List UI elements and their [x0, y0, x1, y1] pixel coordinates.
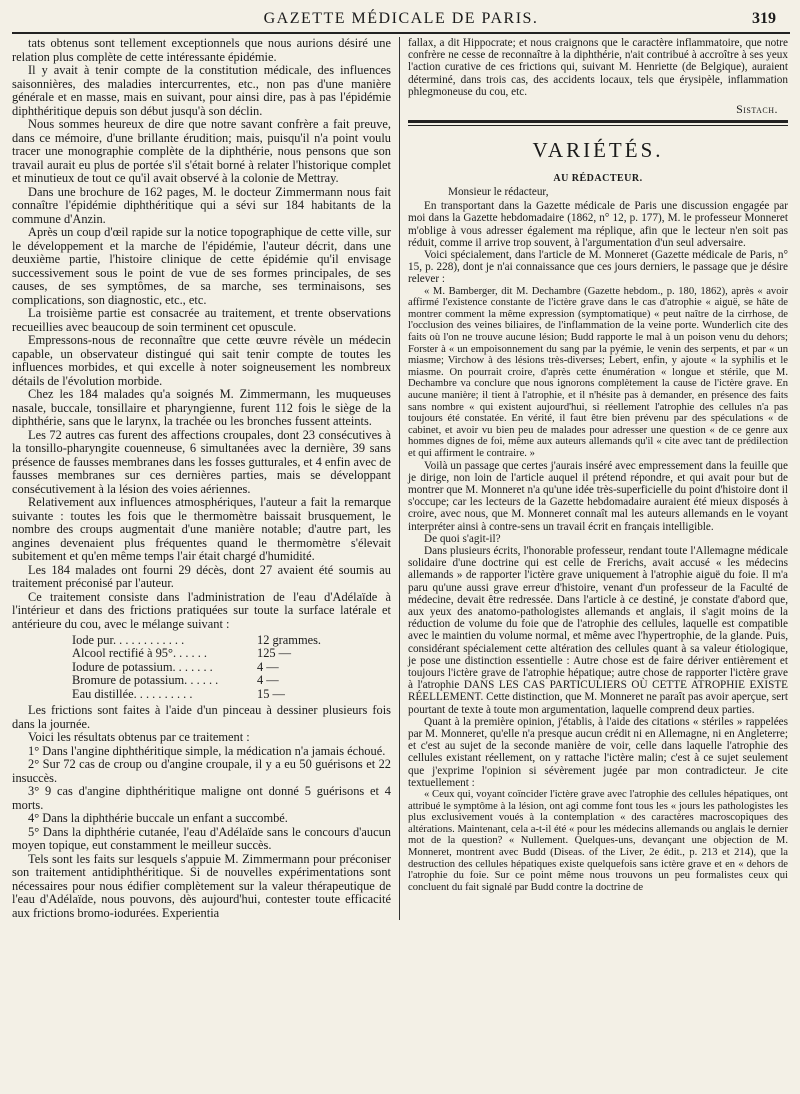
- author-signature: Sistach.: [736, 102, 778, 117]
- prescription-row: [72, 688, 391, 701]
- prescription-row: [72, 647, 391, 660]
- prescription-row: [72, 661, 391, 674]
- ingredient: Bromure de potassium. . . . . .: [72, 673, 219, 688]
- ingredient: Iode pur. . . . . . . . . . . .: [72, 633, 185, 647]
- paragraph: 5° Dans la diphthérie cutanée, l'eau d'Adélaïde sans le concours d'aucun moyen topique, eut constamment le meilleur succès.: [12, 824, 391, 853]
- section-divider: [408, 120, 788, 123]
- paragraph: Relativement aux influences atmosphériques, l'auteur a fait la remarque suivante : toutes les fois que le thermomètre baissait brusquement, le nombre des croups augmentait d'une manière notable; d'autre part, les angines devenaient plus fréquentes quand le thermomètre s'élevait subitement et qu'en même temps l'air était chargé d'humidité.: [12, 495, 391, 563]
- paragraph: Voici les résultats obtenus par ce traitement :: [28, 730, 250, 745]
- paragraph: Les frictions sont faites à l'aide d'un pinceau à dessiner plusieurs fois dans la journée.: [12, 703, 391, 731]
- paragraph: Dans une brochure de 162 pages, M. le docteur Zimmermann nous fait connaître l'épidémie diphthéritique qui a sévi sur 184 habitants de la commune d'Anzin.: [12, 184, 391, 226]
- paragraph: Après un coup d'œil rapide sur la notice topographique de cette ville, sur le développement et la marche de l'épidémie, l'auteur décrit, dans une deuxième partie, l'histoire clinique de cette épidémie qu'il envisage successivement sous le point de vue de ses formes principales, de ses causes, de ses symptômes, de sa marche, ses terminaisons, ses complications, son diagnostic, etc., etc.: [12, 225, 391, 307]
- paragraph: 2° Sur 72 cas de croup ou d'angine croupale, il y a eu 50 guérisons et 22 insuccès.: [12, 757, 391, 785]
- ingredient: Eau distillée. . . . . . . . . .: [72, 686, 193, 701]
- right-column: [400, 37, 788, 920]
- ingredient: Alcool rectifié à 95°. . . . . .: [72, 646, 208, 661]
- prescription-table: [72, 634, 391, 701]
- salutation: Monsieur le rédacteur,: [448, 186, 549, 199]
- paragraph: Nous sommes heureux de dire que notre savant confrère a fait preuve, dans ce mémoire, d'une brillante érudition; mais, puisqu'il n'a point voulu tracer une monographie complète de la diphthérie, nous pensons que son travail aurait eu plus de portée s'il s'était borné à relater l'historique complet et minutieux de tout ce qu'il avait observé à la colonie de Mettray.: [12, 117, 391, 185]
- paragraph: De quoi s'agit-il?: [424, 532, 501, 545]
- left-column: [12, 37, 400, 920]
- paragraph: La troisième partie est consacrée au traitement, et trente observations recueillies avec beaucoup de soin terminent cet opuscule.: [12, 306, 391, 334]
- paragraph: Il y avait à tenir compte de la constitution médicale, des influences saisonnières, des maladies intercurrentes, etc., non pas d'une manière générale et en masse, mais en suivant, pour ainsi dire, pas à pas l'épidémie diphthéritique depuis son début jusqu'à son déclin.: [12, 63, 391, 118]
- section-divider: [408, 125, 788, 126]
- paragraph: fallax, a dit Hippocrate; et nous craignons que le caractère inflammatoire, que notre confrère ne cesse de reconnaître à la diphthérie, n'ait contribué à accroître à ses yeux l'action curative de ces frictions qui, suivant M. Henriette (de Belgique), auraient déterminé, dans trois cas, des accidents locaux, tels que érysipèle, inflammation phlegmoneuse du cou, etc.: [408, 37, 788, 98]
- amount: 12 grammes.: [257, 633, 322, 647]
- paragraph: Voilà un passage que certes j'aurais inséré avec empressement dans la feuille que je dirige, non loin de l'article auquel il prétend répondre, et qui avait pour but de montrer que M. Monneret n'a qu'une idée très-superficielle du point d'histoire dont il s'occupe; car les lecteurs de la Gazette hebdomadaire auraient été mieux disposés à croire, avec nous, que M. Monneret connaît mal les auteurs allemands en le voyant interpréter ainsi à contre-sens un travail écrit en français intelligible.: [408, 459, 788, 533]
- paragraph: En transportant dans la Gazette médicale de Paris une discussion engagée par moi dans la Gazette hebdomadaire (1862, n° 12, p. 177), M. le professeur Monneret m'oblige à vous adresser également ma réplique, afin que le lecteur n'en soit pas réduit, comme il arrive trop souvent, à l'argumentation d'un seul adversaire.: [408, 200, 788, 249]
- paragraph: 4° Dans la diphthérie buccale un enfant a succombé.: [28, 811, 288, 826]
- quotation: « Ceux qui, voyant coïncider l'ictère grave avec l'atrophie des cellules hépatiques, ont attribué le symptôme à la lésion, ont agi comme font tous les « jours les pathologistes les plus exclusivement voués à la contemplation « des caractères macroscopiques des altérations. Maintenant, cela a-t-il été « pour les médecins allemands ou anglais le dernier mot de la question? « Nullement. Quelques-uns, devançant une objection de M. Monneret, montrent avec Budd (Diseas. of the Liver, 2e édit., p. 213 et 214), que la destruction des cellules hépatiques existe quelquefois sans ictère grave et en « dehors de l'atrophie du foie. Sur ce point même nous trouvons un peu formalistes ceux qui concluent du fait signalé par Budd contre la doctrine de: [408, 789, 788, 893]
- amount: 15 —: [257, 686, 285, 701]
- page-number: 319: [752, 10, 776, 27]
- paragraph: 1° Dans l'angine diphthéritique simple, la médication n'a jamais échoué.: [28, 743, 386, 758]
- paragraph: Les 72 autres cas furent des affections croupales, dont 23 consécutives à la tonsillo-pharyngite couenneuse, 6 simultanées avec la dernière, 39 sans présence de fausses membranes dans les fosses gutturales, et 4 enfin avec de fausses membranes sur ces dernières parties, mais se développant consécutivement à la lésion des voies aériennes.: [12, 427, 391, 496]
- page-header: [12, 6, 790, 34]
- paragraph: Empressons-nous de reconnaître que cette œuvre révèle un médecin capable, un observateur distingué qui sait tenir compte de toutes les influences morbides, et qui excelle à noter soigneusement les nombreux détails de l'évolution morbide.: [12, 333, 391, 388]
- paragraph: 3° 9 cas d'angine diphthéritique maligne ont donné 5 guérisons et 4 morts.: [12, 784, 391, 812]
- amount: 125 —: [257, 646, 292, 661]
- quotation: « M. Bamberger, dit M. Dechambre (Gazette hebdom., p. 180, 1862), après « avoir affirmé l'existence constante de l'ictère grave dans le cas d'atrophie « aiguë, se hâte de montrer comment la même expression (symptomatique) « peut naître de la cirrhose, de l'occlusion des veines biliaires, de l'inflammation de la veine porte. Wunderlich cite des faits où l'on ne trouve aucune lésion; Budd rapporte le mal à un poison venu du dehors; Forster à « un empoisonnement du sang par la pyémie, le venin des serpents, et par « un miasme; Virchow à des lésions très-diverses; Lebert, enfin, y ajoute « la syphilis et le miasme. On pourrait croire, d'après cette énumération « longue et stérile, que M. Dechambre va conclure que nous ignorons complètement la cause de l'ictère grave. En aucune manière; il tient à l'atrophie, et il n'hésite pas à demander, en présence des faits sans nombre « qui existent aujourd'hui, si réellement l'atrophie des cellules n'a pas toujours été constatée. En vérité, il faut être bien prévenu par des spéculations « de cabinet, et avoir vu bien peu de malades pour adresser une question « de ce genre aux hommes dignes de foi, même aux auteurs allemands qu'il « cite avec tant de prédilection et qui affirment le contraire. »: [408, 285, 788, 459]
- subheading: AU RÉDACTEUR.: [553, 173, 643, 185]
- ingredient: Iodure de potassium. . . . . . .: [72, 659, 213, 674]
- amount: 4 —: [257, 673, 279, 688]
- amount: 4 —: [257, 659, 279, 674]
- paragraph: Voici spécialement, dans l'article de M. Monneret (Gazette médicale de Paris, n° 15, p. 228), dont je n'ai connaissance que ces jours derniers, le passage que je désire relever :: [408, 249, 788, 286]
- paragraph: Tels sont les faits sur lesquels s'appuie M. Zimmermann pour préconiser son traitement antidiphthéritique. Si de nouvelles expérimentations sont nécessaires pour nous édifier complètement sur la valeur thérapeutique de l'eau d'Adélaïde, nous pouvons, dès aujourd'hui, contester toute efficacité aux frictions bromo-iodurées. Experientia: [12, 851, 391, 920]
- paragraph: Quant à la première opinion, j'établis, à l'aide des citations « stériles » rappelées par M. Monneret, qu'elle n'a presque aucun crédit ni en Allemagne, ni en Angleterre; et c'est au sujet de la seconde manière de voir, celle dans laquelle l'atrophie des cellules existant réellement, on y rattache l'ictère malin; c'est à ce sujet seulement que j'exprime l'opinion si sévèrement jugée par mon contradicteur. Je cite textuellement :: [408, 715, 788, 789]
- paragraph: Dans plusieurs écrits, l'honorable professeur, rendant toute l'Allemagne médicale solidaire d'une doctrine qui est celle de Frerichs, avait accusé « les médecins allemands » de rapporter l'ictère grave uniquement à l'atrophie aiguë du foie. Il m'a paru qu'une aussi grave erreur d'histoire, venant d'un professeur de la Faculté de médecine, devait être redressée. Dans l'article à ce destiné, je constate d'abord que, aux yeux des anatomo-pathologistes allemands et anglais, il s'agit moins de la réduction de volume du foie que de l'atrophie des cellules, laquelle est compatible avec le maintien du volume normal, et même avec l'hypertrophie, de la glande. Puis, considérant spécialement cette altération des cellules quant à sa valeur étiologique, je pose une distinction essentielle : Autre chose est de faire dériver entièrement et toujours l'ictère grave de l'atrophie hépatique; autre chose de rapporter l'ictère grave à l'atrophie DANS LES CAS PARTICULIERS OÙ CETTE ATROPHIE EXISTE RÉELLEMENT. Cette distinction, que M. Monneret ne paraît pas avoir aperçue, sert pourtant de texte à toute mon argumentation, laquelle comprend deux parties.: [408, 544, 788, 716]
- paragraph: tats obtenus sont tellement exceptionnels que nous aurions désiré une relation plus complète de cette intéressante épidémie.: [12, 37, 391, 64]
- paragraph: Chez les 184 malades qu'a soignés M. Zimmermann, les muqueuses nasale, buccale, tonsillaire et pharyngienne, furent 112 fois le siège de la diphthérie, sans que le larynx, la trachée ou les bronches fussent atteints.: [12, 387, 391, 428]
- paragraph: Ce traitement consiste dans l'administration de l'eau d'Adélaïde à l'intérieur et dans des frictions pratiquées sur toute la surface latérale et antérieure du cou, avec le mélange suivant :: [12, 589, 391, 631]
- paragraph: Les 184 malades ont fourni 29 décès, dont 27 avaient été soumis au traitement préconisé par l'auteur.: [12, 562, 391, 590]
- prescription-row: [72, 674, 391, 687]
- journal-title: GAZETTE MÉDICALE DE PARIS.: [263, 10, 539, 27]
- section-title: VARIÉTÉS.: [532, 138, 664, 163]
- prescription-row: [72, 634, 391, 647]
